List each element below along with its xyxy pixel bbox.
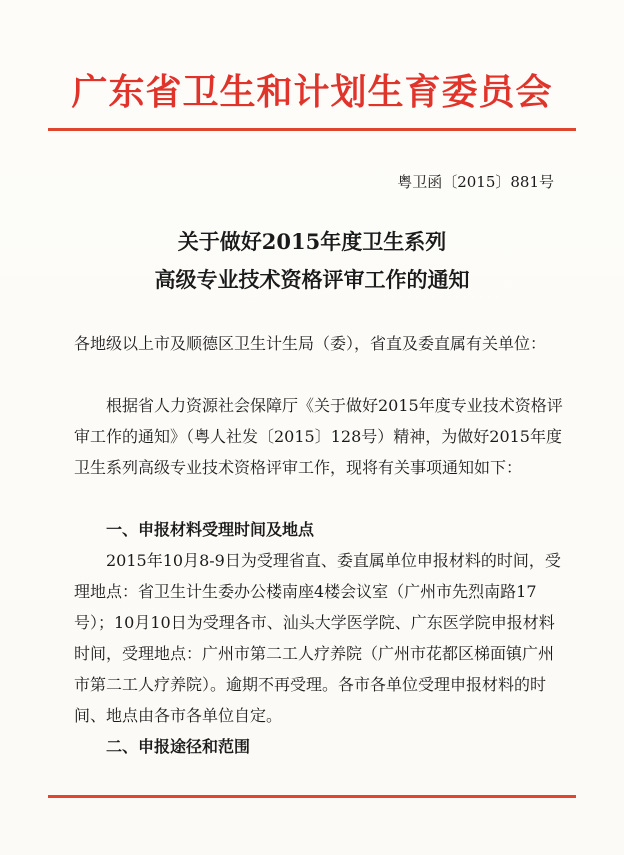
letterhead-title: 广东省卫生和计划生育委员会 [71, 71, 553, 113]
document-title-line-1: 关于做好2015年度卫生系列 [177, 229, 447, 254]
section-heading-1: 一、申报材料受理时间及地点 [106, 520, 315, 539]
footer-red-rule [48, 795, 576, 798]
paragraph-section-1: 2015年10月8-9日为受理省直、委直属单位申报材料的时间，受理地点：省卫生计生委办公楼南座4楼会议室（广州市先烈南路17号）；10月10日为受理各市、汕头大学医学院、广东医学院申报材料时间，受理地点：广州市第二工人疗养院（广州市花都区梯面镇广州市第二工人疗养院）。逾期不再受理。各市各单位受理申报材料的时间、地点由各市各单位自定。 [74, 551, 561, 725]
paragraph-intro: 根据省人力资源社会保障厅《关于做好2015年度专业技术资格评审工作的通知》（粤人社发〔2015〕128号）精神，为做好2015年度卫生系列高级专业技术资格评审工作，现将有关事项通知如下： [74, 396, 563, 477]
document-number: 粤卫函〔2015〕881号 [397, 173, 554, 191]
section-heading-2: 二、申报途径和范围 [106, 737, 251, 756]
letterhead-red-rule [48, 128, 576, 131]
document-title-line-2: 高级专业技术资格评审工作的通知 [154, 267, 470, 292]
salutation: 各地级以上市及顺德区卫生计生局（委），省直及委直属有关单位： [74, 334, 547, 353]
